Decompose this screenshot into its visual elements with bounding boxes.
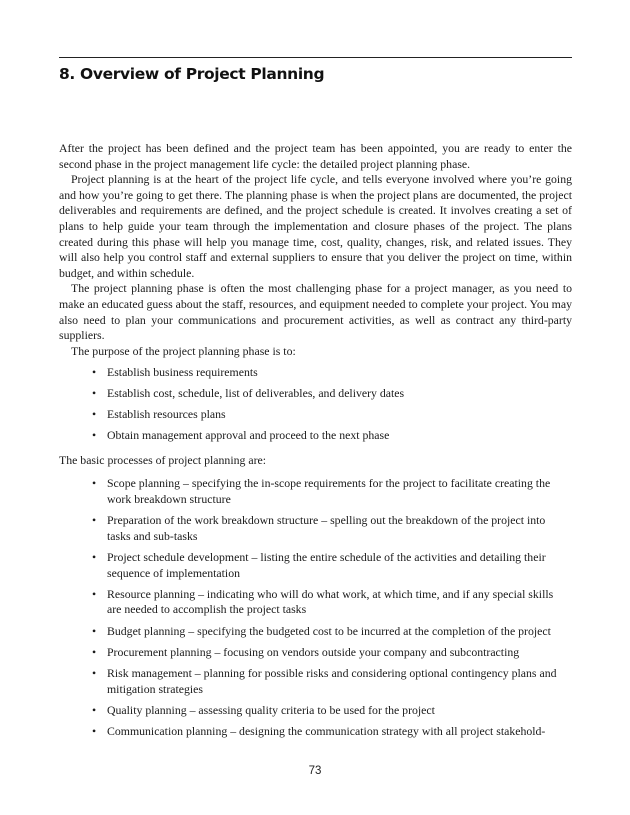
bullet-icon: • [92,723,97,738]
bullet-icon: • [92,365,97,380]
purpose-list [59,365,572,444]
body-text [59,141,572,740]
paragraph-processes-lead: The basic processes of project planning are: [59,452,267,467]
paragraph-planning-heart: Project planning is at the heart of the project life cycle, and tells everyone involved where you’re going and how you’re going to get there. The planning phase is when the project plans are documented, the project deliverables and requirements are defined, and the project schedule is created. It involves creating a set of plans to help guide your team through the implementation and closure phases of the project. The plans created during this phase will help you manage time, cost, quality, changes, risk, and related issues. They will also help you control staff and external suppliers to ensure that you deliver the project on time, within budget, and within schedule. [59,172,572,280]
list-item: • Establish resources plans [92,407,226,422]
list-item: • Quality planning – assessing quality criteria to be used for the project [92,702,435,717]
bullet-icon: • [92,428,97,443]
list-item: • Establish business requirements [92,365,258,380]
list-item: • Scope planning – specifying the in-scope requirements for the project to facilitate creating the work breakdown structure [92,476,551,507]
bullet-icon: • [92,702,97,717]
list-item: • Obtain management approval and proceed to the next phase [92,428,390,443]
paragraph-intro: After the project has been defined and the project team has been appointed, you are ready to enter the second phase in the project management life cycle: the detailed project planning phase. [59,141,572,171]
paragraph-purpose-lead: The purpose of the project planning phase is to: [71,343,296,358]
list-item: • Risk management – planning for possible risks and considering optional contingency plans and mitigation strategies [92,665,557,696]
bullet-icon: • [92,407,97,422]
list-item: • Preparation of the work breakdown structure – spelling out the breakdown of the project into tasks and sub-tasks [92,513,546,543]
document-page [59,57,572,745]
bullet-icon: • [92,623,97,638]
bullet-icon: • [92,665,97,680]
bullet-icon: • [92,386,97,401]
list-item: • Establish cost, schedule, list of deliverables, and delivery dates [92,386,405,401]
bullet-icon: • [92,476,97,491]
process-list [59,476,572,739]
bullet-icon: • [92,550,97,565]
list-item: • Procurement planning – focusing on vendors outside your company and subcontracting [92,644,520,659]
page-number: 73 [308,765,322,777]
bullet-icon: • [92,513,97,528]
chapter-heading: 8. Overview of Project Planning [59,65,325,83]
list-item: • Communication planning – designing the communication strategy with all project stakehold- [92,723,546,738]
bullet-icon: • [92,644,97,659]
list-item: • Project schedule development – listing the entire schedule of the activities and detailing their sequence of implementation [92,550,546,580]
heading-rule [59,57,572,58]
paragraph-challenging-phase: The project planning phase is often the most challenging phase for a project manager, as you need to make an educated guess about the staff, resources, and equipment needed to complete your project. You may also need to plan your communications and procurement activities, as well as contract any third-party suppliers. [59,281,572,343]
list-item: • Resource planning – indicating who will do what work, at which time, and if any special skills are needed to accomplish the project tasks [92,586,554,617]
list-item: • Budget planning – specifying the budgeted cost to be incurred at the completion of the project [92,623,551,638]
bullet-icon: • [92,586,97,601]
